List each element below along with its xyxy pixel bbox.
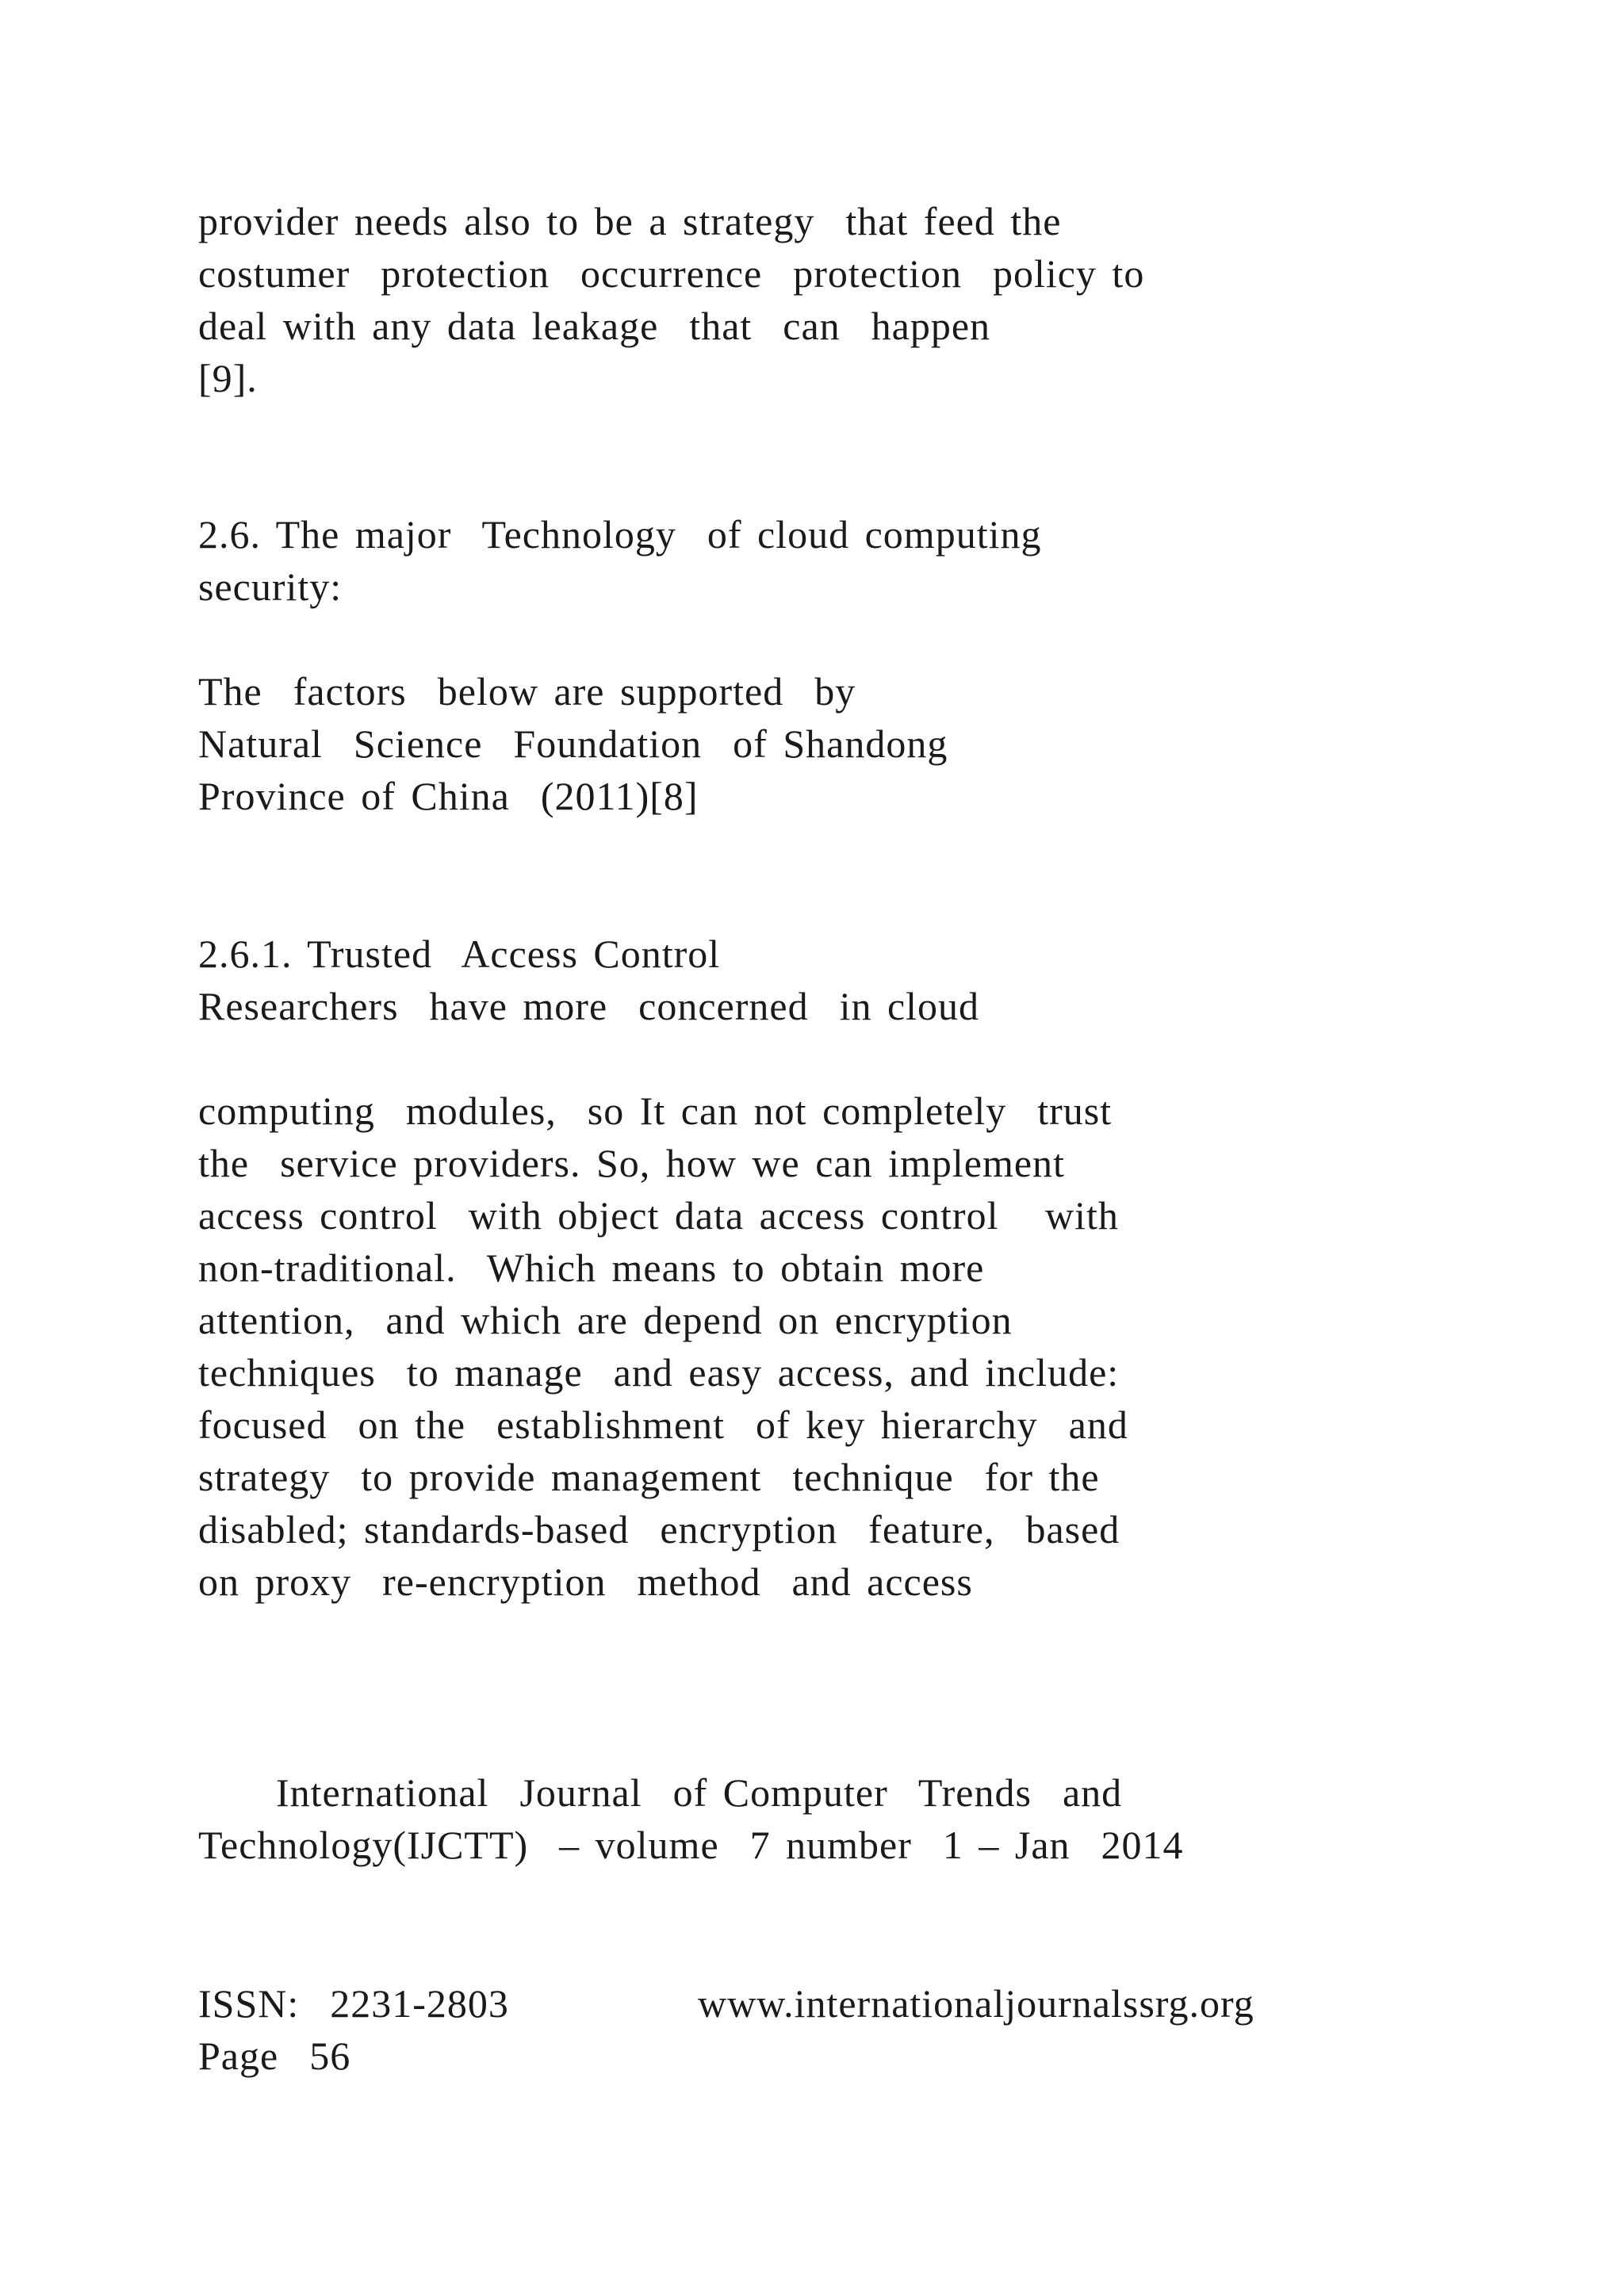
subsection-body-line: focused on the establishment of key hierarchy and [198,1402,1128,1447]
subsection-body-line: strategy to provide management technique for the [198,1455,1100,1499]
intro-line: costumer protection occurrence protection policy to [198,251,1145,296]
subsection-body-line: disabled; standards-based encryption feature, based [198,1507,1120,1552]
subsection-body-line: on proxy re-encryption method and access [198,1559,973,1604]
journal-website: www.internationaljournalssrg.org [698,1981,1254,2026]
subsection-heading: 2.6.1. Trusted Access Control [198,932,721,976]
subsection-body-line: the service providers. So, how we can implement [198,1141,1065,1185]
subsection-body-line: attention, and which are depend on encryption [198,1298,1013,1342]
section-body-line: Natural Science Foundation of Shandong [198,721,948,766]
subsection-body-line: access control with object data access control with [198,1193,1119,1238]
intro-line: provider needs also to be a strategy that feed the [198,199,1062,243]
section-body-line: The factors below are supported by [198,669,856,714]
intro-line: deal with any data leakage that can happen [198,304,991,348]
issn-label: ISSN: 2231-2803 [198,1981,509,2026]
subsection-body-line: techniques to manage and easy access, and include: [198,1350,1120,1395]
citation-line: [9]. [198,356,258,400]
section-heading: security: [198,564,343,609]
section-heading: 2.6. The major Technology of cloud computing [198,512,1042,557]
subsection-body-line: Researchers have more concerned in cloud [198,984,980,1028]
page-number: Page 56 [198,2034,351,2078]
journal-volume: Technology(IJCTT) – volume 7 number 1 – Jan 2014 [198,1823,1184,1867]
section-body-line: Province of China (2011)[8] [198,774,699,818]
journal-title: International Journal of Computer Trends and [276,1770,1123,1815]
subsection-body-line: non-traditional. Which means to obtain more [198,1246,985,1290]
subsection-body-line: computing modules, so It can not completely trust [198,1089,1113,1133]
